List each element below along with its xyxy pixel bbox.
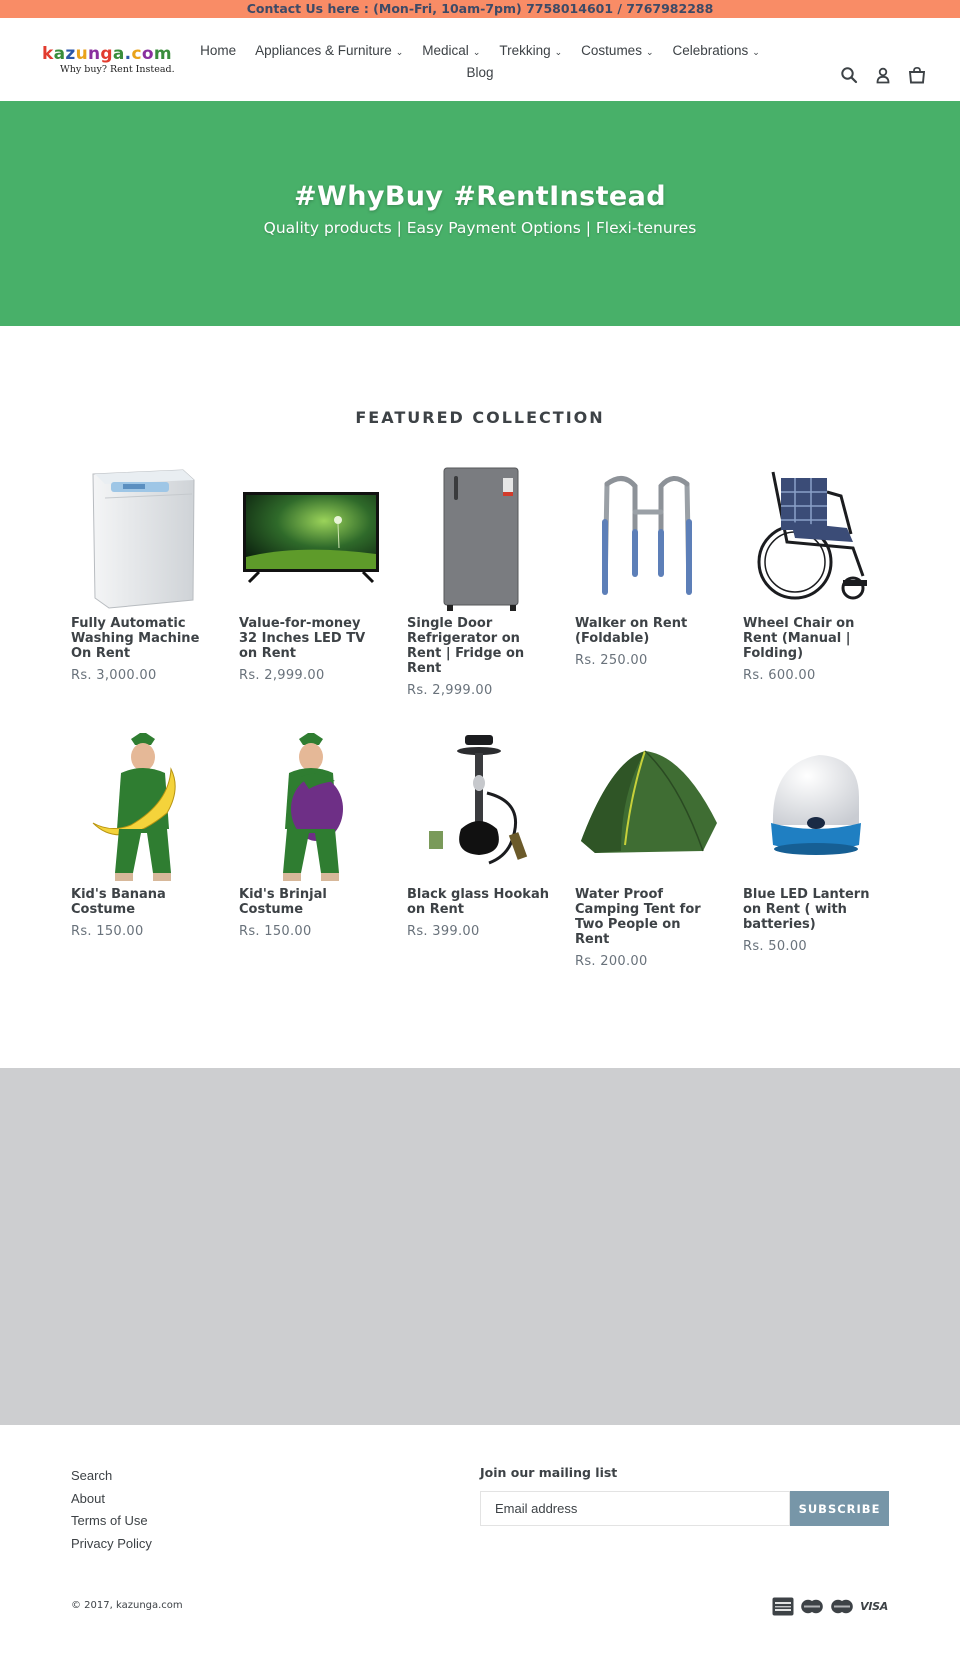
refrigerator-image[interactable] (407, 462, 551, 612)
product-price: Rs. 50.00 (743, 939, 807, 954)
nav-item-label: Costumes (581, 42, 642, 58)
footer-link-privacy[interactable]: Privacy Policy (71, 1535, 152, 1551)
product-price: Rs. 2,999.00 (239, 668, 325, 683)
footer-links (71, 1465, 152, 1555)
hero-title: #WhyBuy #RentInstead (294, 181, 666, 212)
brinjal-costume-image[interactable] (239, 733, 383, 883)
tent-image[interactable] (575, 733, 719, 883)
product-price: Rs. 3,000.00 (71, 668, 157, 683)
visa-icon: VISA (860, 1600, 888, 1613)
logo-tagline: Why buy? Rent Instead. (60, 64, 175, 75)
product-name[interactable]: Black glass Hookah on Rent (407, 887, 549, 917)
product-name[interactable]: Value-for-money 32 Inches LED TV on Rent (239, 616, 366, 661)
product-name[interactable]: Fully Automatic Washing Machine On Rent (71, 616, 200, 661)
product-name[interactable]: Kid's Banana Costume (71, 887, 166, 917)
site-logo[interactable] (42, 45, 184, 79)
product-card[interactable] (239, 733, 383, 969)
nav-item-label: Home (200, 42, 237, 58)
product-card[interactable] (71, 733, 215, 969)
product-grid (71, 462, 891, 698)
subscribe-button[interactable]: SUBSCRIBE (790, 1491, 889, 1526)
featured-collection-title: FEATURED COLLECTION (355, 408, 605, 427)
payment-icons (772, 1597, 888, 1616)
product-card[interactable] (575, 462, 719, 698)
product-name[interactable]: Blue LED Lantern on Rent ( with batteries) (743, 887, 870, 932)
hookah-image[interactable] (407, 733, 551, 883)
product-price: Rs. 200.00 (575, 954, 648, 969)
footer-link-about[interactable]: About (71, 1490, 105, 1506)
nav-item-blog[interactable] (466, 65, 493, 80)
nav-item-home[interactable] (200, 43, 236, 58)
search-icon[interactable] (840, 66, 858, 84)
product-card[interactable] (71, 462, 215, 698)
product-price: Rs. 2,999.00 (407, 683, 493, 698)
led-tv-image[interactable] (239, 462, 383, 612)
footer-link-terms[interactable]: Terms of Use (71, 1513, 148, 1528)
banana-costume-image[interactable] (71, 733, 215, 883)
nav-item-appliances-furniture[interactable] (255, 43, 403, 58)
master-icon (830, 1597, 854, 1616)
product-name[interactable]: Walker on Rent (Foldable) (575, 616, 688, 646)
nav-item-celebrations[interactable] (673, 43, 760, 58)
chevron-down-icon: ⌄ (395, 46, 404, 57)
announcement-text: Contact Us here : (Mon-Fri, 10am-7pm) 7758014601 / 7767982288 (246, 1, 714, 16)
american-express-icon (772, 1597, 794, 1616)
wheelchair-image[interactable] (743, 462, 887, 612)
maestro-icon (800, 1597, 824, 1616)
logo-wordmark: kazunga.com (42, 44, 172, 64)
product-card[interactable] (743, 462, 887, 698)
nav-item-label: Celebrations (672, 42, 749, 58)
product-card[interactable] (407, 733, 551, 969)
product-price: Rs. 150.00 (239, 924, 312, 939)
nav-item-label: Medical (422, 42, 469, 58)
product-name[interactable]: Kid's Brinjal Costume (239, 887, 327, 917)
nav-item-medical[interactable] (422, 43, 480, 58)
product-price: Rs. 399.00 (407, 924, 480, 939)
product-name[interactable]: Wheel Chair on Rent (Manual | Folding) (743, 616, 855, 661)
chevron-down-icon: ⌄ (752, 46, 760, 57)
copyright: © 2017, kazunga.com (71, 1600, 183, 1611)
nav-item-trekking[interactable] (499, 43, 562, 58)
product-grid (71, 733, 891, 969)
chevron-down-icon: ⌄ (554, 46, 563, 57)
cart-icon[interactable] (908, 66, 926, 84)
product-name[interactable]: Single Door Refrigerator on Rent | Fridge on Rent (407, 616, 525, 676)
footer-link-search[interactable]: Search (71, 1468, 113, 1483)
site-header (0, 18, 960, 101)
nav-item-label: Trekking (499, 42, 551, 58)
product-card[interactable] (575, 733, 719, 969)
walker-image[interactable] (575, 462, 719, 612)
product-card[interactable] (407, 462, 551, 698)
product-price: Rs. 250.00 (575, 653, 648, 668)
product-card[interactable] (743, 733, 887, 969)
mailing-form (480, 1491, 889, 1526)
lantern-image[interactable] (743, 733, 887, 883)
product-price: Rs. 150.00 (71, 924, 144, 939)
washing-machine-image[interactable] (71, 462, 215, 612)
email-field[interactable] (480, 1491, 790, 1526)
product-name[interactable]: Water Proof Camping Tent for Two People on Rent (575, 887, 701, 947)
header-icons (840, 66, 926, 84)
chevron-down-icon: ⌄ (472, 46, 481, 57)
chevron-down-icon: ⌄ (645, 46, 654, 57)
mailing-list-title: Join our mailing list (480, 1465, 618, 1480)
announcement-bar (0, 0, 960, 18)
nav-row (200, 61, 760, 83)
image-placeholder-section (0, 1068, 960, 1425)
hero-subtitle: Quality products | Easy Payment Options | Flexi-tenures (263, 219, 697, 237)
hero-banner (0, 101, 960, 326)
nav-item-label: Appliances & Furniture (255, 42, 392, 58)
main-nav (200, 39, 760, 83)
nav-item-label: Blog (466, 64, 494, 80)
account-icon[interactable] (875, 66, 891, 84)
product-card[interactable] (239, 462, 383, 698)
nav-item-costumes[interactable] (581, 43, 653, 58)
product-price: Rs. 600.00 (743, 668, 816, 683)
nav-row (200, 39, 760, 61)
mailing-list (480, 1465, 889, 1526)
